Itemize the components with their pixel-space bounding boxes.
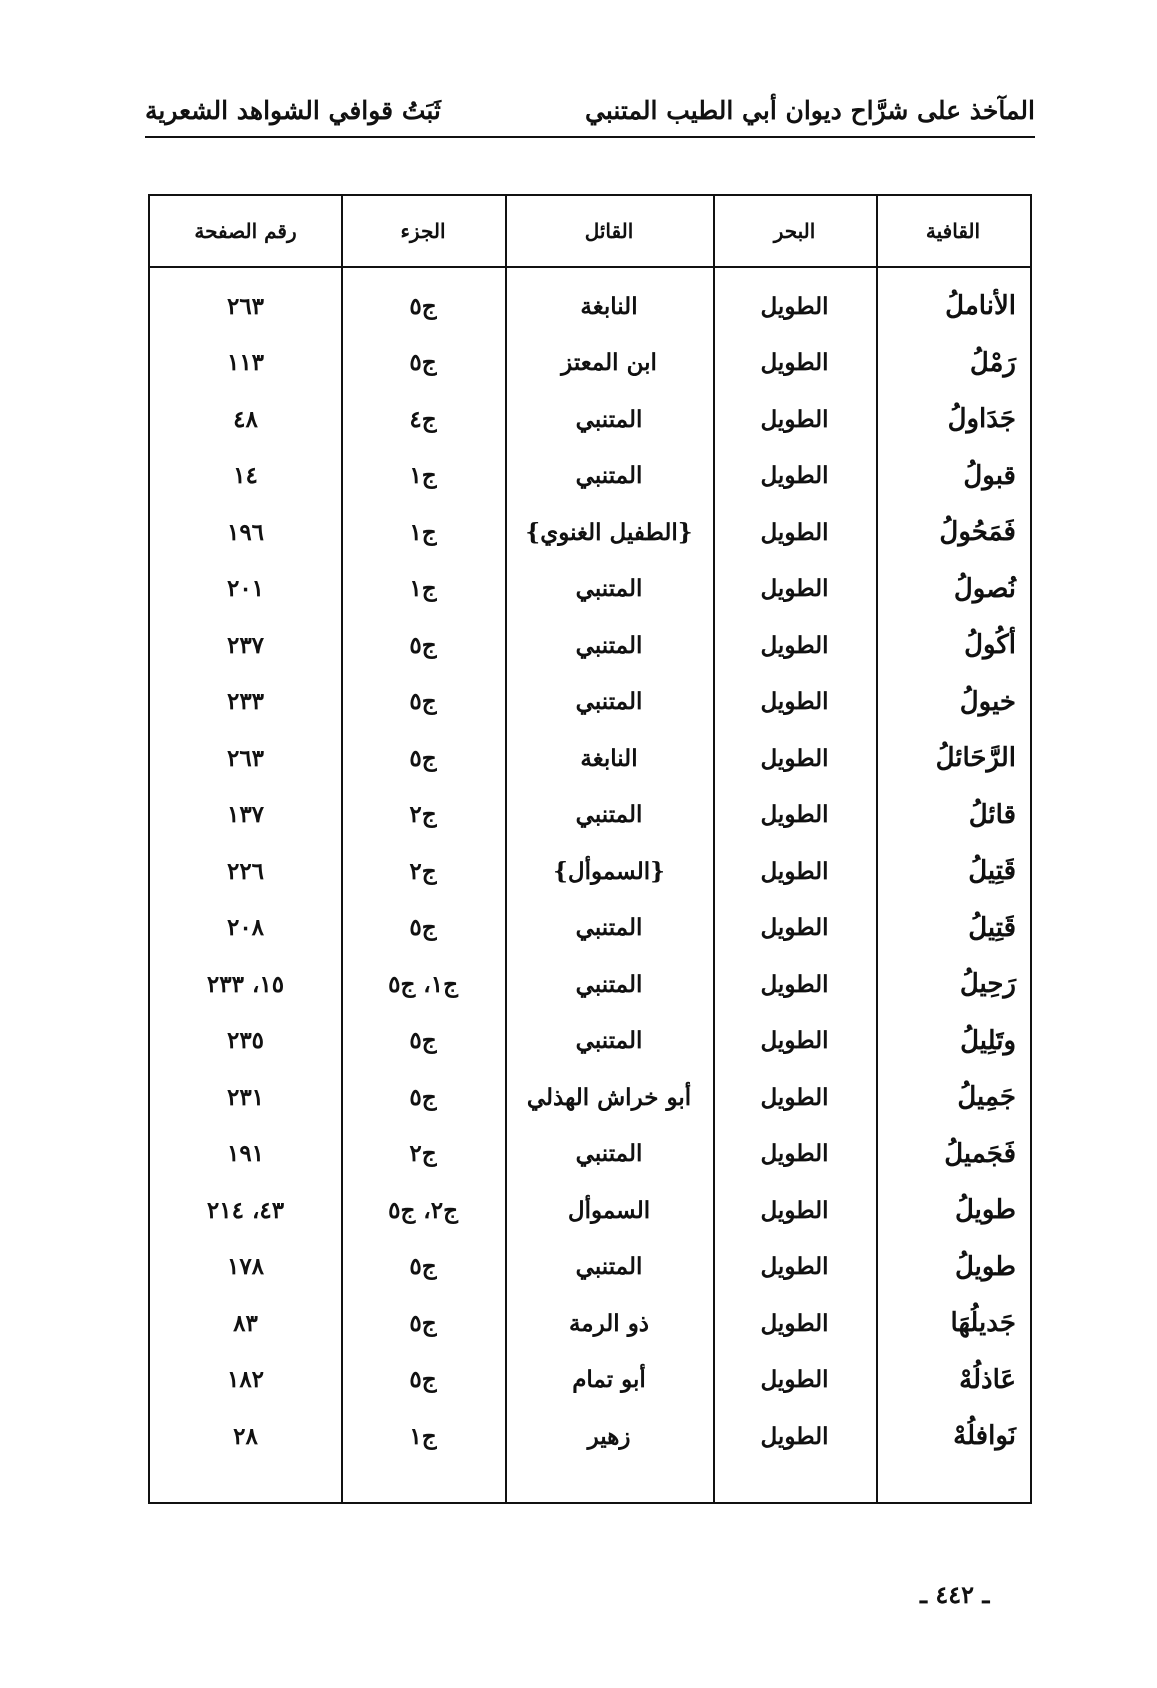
cell-meter: الطويل bbox=[760, 1196, 829, 1224]
cell-rhyme: أكُولُ bbox=[964, 630, 1016, 661]
table-row bbox=[150, 504, 1030, 561]
cell-rhyme: قبولُ bbox=[963, 460, 1016, 491]
cell-meter: الطويل bbox=[760, 1366, 829, 1394]
table-row bbox=[150, 1013, 1030, 1070]
cell-page-number: ٨٣ bbox=[233, 1309, 258, 1337]
cell-meter: الطويل bbox=[760, 1422, 829, 1450]
cell-poet: زهير bbox=[587, 1422, 631, 1450]
cell-part: ج٥ bbox=[409, 1083, 437, 1111]
header-meter: البحر bbox=[773, 219, 816, 243]
cell-rhyme: فَمَحُولُ bbox=[939, 517, 1016, 548]
cell-part: ج٥ bbox=[409, 1309, 437, 1337]
cell-rhyme: الأناملُ bbox=[945, 291, 1016, 322]
cell-part: ج١ bbox=[409, 1422, 437, 1450]
cell-meter: الطويل bbox=[760, 1253, 829, 1281]
cell-page-number: ٢٢٦ bbox=[226, 857, 265, 885]
header-page-number: رقم الصفحة bbox=[194, 219, 297, 243]
cell-meter: الطويل bbox=[760, 575, 829, 603]
cell-rhyme: خيولُ bbox=[959, 686, 1016, 717]
cell-meter: الطويل bbox=[760, 462, 829, 490]
cell-meter: الطويل bbox=[760, 1309, 829, 1337]
table-row bbox=[150, 1239, 1030, 1296]
cell-page-number: ١٩٦ bbox=[226, 518, 265, 546]
cell-poet: المتنبي bbox=[575, 801, 643, 829]
cell-page-number: ٢٣٥ bbox=[226, 1027, 265, 1055]
cell-poet: أبو تمام bbox=[572, 1366, 646, 1394]
cell-meter: الطويل bbox=[760, 1140, 829, 1168]
cell-page-number: ٢٣٧ bbox=[226, 631, 265, 659]
cell-part: ج٥ bbox=[409, 292, 437, 320]
cell-meter: الطويل bbox=[760, 801, 829, 829]
cell-rhyme: نُصولُ bbox=[953, 573, 1016, 604]
table-row bbox=[150, 1408, 1030, 1465]
rhymes-table bbox=[148, 194, 1032, 1504]
cell-part: ج١ bbox=[409, 462, 437, 490]
cell-part: ج٢ bbox=[409, 857, 437, 885]
cell-poet: المتنبي bbox=[575, 970, 643, 998]
cell-part: ج٥ bbox=[409, 349, 437, 377]
cell-rhyme: جَديلُهَا bbox=[950, 1308, 1016, 1339]
table-row bbox=[150, 843, 1030, 900]
cell-poet: ابن المعتز bbox=[561, 349, 657, 377]
table-row bbox=[150, 448, 1030, 505]
cell-part: ج٢، ج٥ bbox=[388, 1196, 458, 1224]
table-row bbox=[150, 1126, 1030, 1183]
cell-poet: المتنبي bbox=[575, 1027, 643, 1055]
cell-part: ج٥ bbox=[409, 1366, 437, 1394]
cell-rhyme: الرَّحَائلُ bbox=[935, 743, 1016, 774]
cell-rhyme: جَمِيلُ bbox=[957, 1082, 1016, 1113]
cell-part: ج٥ bbox=[409, 1253, 437, 1281]
cell-part: ج٢ bbox=[409, 1140, 437, 1168]
table-row bbox=[150, 1182, 1030, 1239]
cell-poet: {السموأل} bbox=[553, 857, 665, 885]
cell-page-number: ٢٠٨ bbox=[226, 914, 265, 942]
cell-page-number: ٢٨ bbox=[233, 1422, 258, 1450]
cell-page-number: ١٩١ bbox=[226, 1140, 265, 1168]
cell-rhyme: رَمْلُ bbox=[969, 347, 1016, 378]
table-row bbox=[150, 787, 1030, 844]
cell-poet: النابغة bbox=[580, 292, 638, 320]
cell-rhyme: رَحِيلُ bbox=[959, 969, 1016, 1000]
cell-poet: ذو الرمة bbox=[568, 1309, 650, 1337]
cell-page-number: ١٧٨ bbox=[226, 1253, 265, 1281]
cell-poet: المتنبي bbox=[575, 1140, 643, 1168]
cell-part: ج٢ bbox=[409, 801, 437, 829]
cell-meter: الطويل bbox=[760, 631, 829, 659]
section-title: ثَبَتُ قوافي الشواهد الشعرية bbox=[145, 96, 441, 125]
cell-poet: المتنبي bbox=[575, 631, 643, 659]
cell-part: ج١ bbox=[409, 575, 437, 603]
cell-poet: السموأل bbox=[567, 1196, 651, 1224]
cell-poet: النابغة bbox=[580, 744, 638, 772]
cell-poet: المتنبي bbox=[575, 405, 643, 433]
table-row bbox=[150, 617, 1030, 674]
cell-page-number: ٢٠١ bbox=[226, 575, 265, 603]
cell-meter: الطويل bbox=[760, 405, 829, 433]
cell-page-number: ٢٦٣ bbox=[226, 292, 265, 320]
cell-part: ج٥ bbox=[409, 1027, 437, 1055]
table-row bbox=[150, 1069, 1030, 1126]
table-row bbox=[150, 278, 1030, 335]
cell-rhyme: قَتِيلُ bbox=[968, 912, 1016, 943]
page-number: ـ ٤٤٢ ـ bbox=[920, 1580, 990, 1609]
cell-rhyme: نَوافلُهْ bbox=[953, 1421, 1016, 1452]
table-body bbox=[150, 278, 1030, 1465]
cell-page-number: ٤٣، ٢١٤ bbox=[206, 1196, 285, 1224]
cell-part: ج٥ bbox=[409, 914, 437, 942]
cell-page-number: ١١٣ bbox=[226, 349, 265, 377]
table-row bbox=[150, 956, 1030, 1013]
cell-rhyme: قائلُ bbox=[968, 799, 1016, 830]
cell-meter: الطويل bbox=[760, 744, 829, 772]
cell-page-number: ٢٦٣ bbox=[226, 744, 265, 772]
table-row bbox=[150, 561, 1030, 618]
cell-poet: {الطفيل الغنوي} bbox=[525, 518, 693, 546]
cell-rhyme: جَدَاولُ bbox=[947, 404, 1016, 435]
cell-rhyme: فَجَميلُ bbox=[944, 1138, 1016, 1169]
running-header bbox=[145, 92, 1035, 138]
cell-part: ج١ bbox=[409, 518, 437, 546]
header-part: الجزء bbox=[400, 219, 446, 243]
book-title: المآخذ على شرَّاح ديوان أبي الطيب المتنبي bbox=[585, 96, 1035, 125]
table-row bbox=[150, 730, 1030, 787]
cell-rhyme: قَتِيلُ bbox=[968, 856, 1016, 887]
cell-meter: الطويل bbox=[760, 1027, 829, 1055]
cell-poet: المتنبي bbox=[575, 1253, 643, 1281]
cell-meter: الطويل bbox=[760, 292, 829, 320]
cell-page-number: ٢٣١ bbox=[226, 1083, 265, 1111]
cell-meter: الطويل bbox=[760, 914, 829, 942]
table-row bbox=[150, 1352, 1030, 1409]
table-row bbox=[150, 1295, 1030, 1352]
cell-poet: المتنبي bbox=[575, 914, 643, 942]
cell-part: ج٥ bbox=[409, 631, 437, 659]
cell-meter: الطويل bbox=[760, 349, 829, 377]
cell-poet: المتنبي bbox=[575, 688, 643, 716]
cell-rhyme: طويلُ bbox=[954, 1195, 1016, 1226]
cell-meter: الطويل bbox=[760, 1083, 829, 1111]
cell-page-number: ٤٨ bbox=[233, 405, 258, 433]
cell-part: ج٤ bbox=[409, 405, 437, 433]
cell-page-number: ٢٣٣ bbox=[226, 688, 265, 716]
cell-page-number: ١٣٧ bbox=[226, 801, 265, 829]
cell-part: ج١، ج٥ bbox=[388, 970, 458, 998]
table-row bbox=[150, 674, 1030, 731]
table-row bbox=[150, 391, 1030, 448]
cell-meter: الطويل bbox=[760, 518, 829, 546]
cell-poet: المتنبي bbox=[575, 575, 643, 603]
header-poet: القائل bbox=[584, 219, 634, 243]
cell-rhyme: وتَلِيلُ bbox=[960, 1025, 1016, 1056]
cell-meter: الطويل bbox=[760, 970, 829, 998]
cell-poet: المتنبي bbox=[575, 462, 643, 490]
cell-rhyme: عَاذلُهْ bbox=[959, 1364, 1016, 1395]
cell-page-number: ١٨٢ bbox=[226, 1366, 265, 1394]
cell-meter: الطويل bbox=[760, 857, 829, 885]
cell-page-number: ١٥، ٢٣٣ bbox=[206, 970, 285, 998]
cell-part: ج٥ bbox=[409, 688, 437, 716]
cell-poet: أبو خراش الهذلي bbox=[526, 1083, 692, 1111]
cell-meter: الطويل bbox=[760, 688, 829, 716]
cell-part: ج٥ bbox=[409, 744, 437, 772]
table-row bbox=[150, 900, 1030, 957]
cell-rhyme: طويلُ bbox=[954, 1251, 1016, 1282]
cell-page-number: ١٤ bbox=[233, 462, 258, 490]
table-row bbox=[150, 335, 1030, 392]
table-header-row bbox=[150, 196, 1030, 268]
header-rhyme: القافية bbox=[925, 219, 981, 243]
